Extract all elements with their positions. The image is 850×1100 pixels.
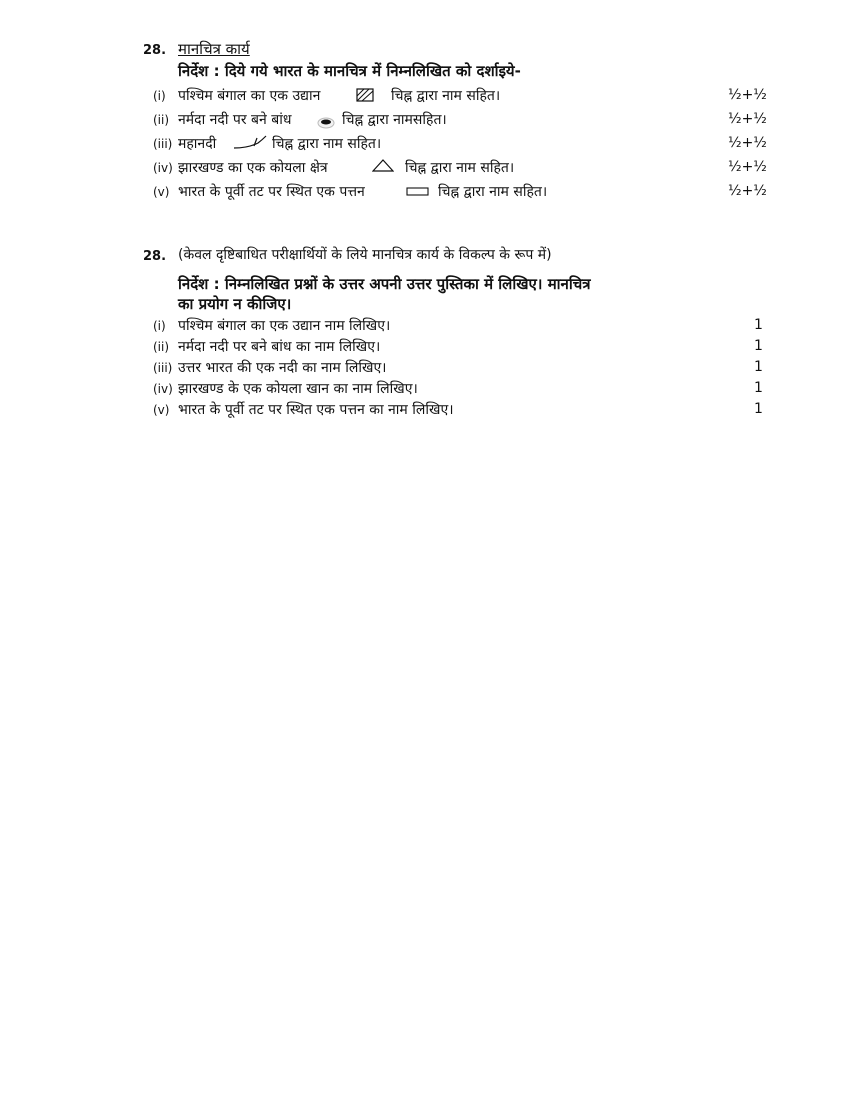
question-item bbox=[0, 337, 850, 359]
item-marks: 1 bbox=[754, 380, 763, 396]
item-marks: 1 bbox=[754, 359, 763, 375]
item-number: (iv) bbox=[153, 382, 173, 396]
question-number: 28. bbox=[143, 43, 167, 58]
item-suffix: चिह्न द्वारा नाम सहित। bbox=[438, 184, 548, 200]
item-text: नर्मदा नदी पर बने बांध का नाम लिखिए। bbox=[178, 339, 381, 355]
rectangle-icon bbox=[406, 187, 430, 197]
item-text: उत्तर भारत की एक नदी का नाम लिखिए। bbox=[178, 360, 387, 376]
item-text: झारखण्ड का एक कोयला क्षेत्र bbox=[178, 160, 328, 176]
item-number: (iii) bbox=[153, 361, 173, 375]
question-item bbox=[0, 316, 850, 338]
item-marks: ½+½ bbox=[728, 135, 767, 151]
item-marks: ½+½ bbox=[728, 87, 767, 103]
item-marks: 1 bbox=[754, 401, 763, 417]
hatched-rectangle-icon bbox=[356, 88, 374, 102]
question-item bbox=[0, 379, 850, 401]
item-suffix: चिह्न द्वारा नामसहित। bbox=[342, 112, 447, 128]
instruction-line-1: निर्देश : निम्नलिखित प्रश्नों के उत्तर अपनी उत्तर पुस्तिका में लिखिए। मानचित्र bbox=[178, 275, 591, 293]
item-marks: ½+½ bbox=[728, 111, 767, 127]
item-text: पश्चिम बंगाल का एक उद्यान नाम लिखिए। bbox=[178, 318, 391, 334]
item-suffix: चिह्न द्वारा नाम सहित। bbox=[272, 136, 382, 152]
question-item bbox=[0, 158, 850, 180]
item-marks: ½+½ bbox=[728, 183, 767, 199]
item-marks: ½+½ bbox=[728, 159, 767, 175]
question-item bbox=[0, 110, 850, 132]
item-number: (iv) bbox=[153, 161, 173, 175]
item-marks: 1 bbox=[754, 338, 763, 354]
item-marks: 1 bbox=[754, 317, 763, 333]
question-item bbox=[0, 182, 850, 204]
item-number: (i) bbox=[153, 319, 166, 333]
question-item bbox=[0, 86, 850, 108]
item-text: भारत के पूर्वी तट पर स्थित एक पत्तन bbox=[178, 184, 365, 200]
dam-ellipse-icon bbox=[316, 115, 336, 129]
item-number: (v) bbox=[153, 185, 170, 199]
question-number: 28. bbox=[143, 249, 167, 264]
item-suffix: चिह्न द्वारा नाम सहित। bbox=[391, 88, 501, 104]
item-text: महानदी bbox=[178, 136, 217, 152]
item-number: (ii) bbox=[153, 113, 170, 127]
item-suffix: चिह्न द्वारा नाम सहित। bbox=[405, 160, 515, 176]
river-curve-icon bbox=[232, 134, 268, 152]
question-item bbox=[0, 400, 850, 422]
section-title: मानचित्र कार्य bbox=[178, 40, 250, 58]
item-number: (v) bbox=[153, 403, 170, 417]
item-text: भारत के पूर्वी तट पर स्थित एक पत्तन का नाम लिखिए। bbox=[178, 402, 454, 418]
item-number: (iii) bbox=[153, 137, 173, 151]
question-item bbox=[0, 358, 850, 380]
item-number: (ii) bbox=[153, 340, 170, 354]
item-text: झारखण्ड के एक कोयला खान का नाम लिखिए। bbox=[178, 381, 418, 397]
item-text: नर्मदा नदी पर बने बांध bbox=[178, 112, 292, 128]
item-text: पश्चिम बंगाल का एक उद्यान bbox=[178, 88, 321, 104]
triangle-icon bbox=[372, 159, 394, 173]
alternate-note: (केवल दृष्टिबाधित परीक्षार्थियों के लिये मानचित्र कार्य के विकल्प के रूप में) bbox=[178, 247, 552, 263]
instruction-line-2: का प्रयोग न कीजिए। bbox=[178, 295, 292, 313]
item-number: (i) bbox=[153, 89, 166, 103]
instruction: निर्देश : दिये गये भारत के मानचित्र में निम्नलिखित को दर्शाइये- bbox=[178, 62, 521, 80]
question-item bbox=[0, 134, 850, 156]
